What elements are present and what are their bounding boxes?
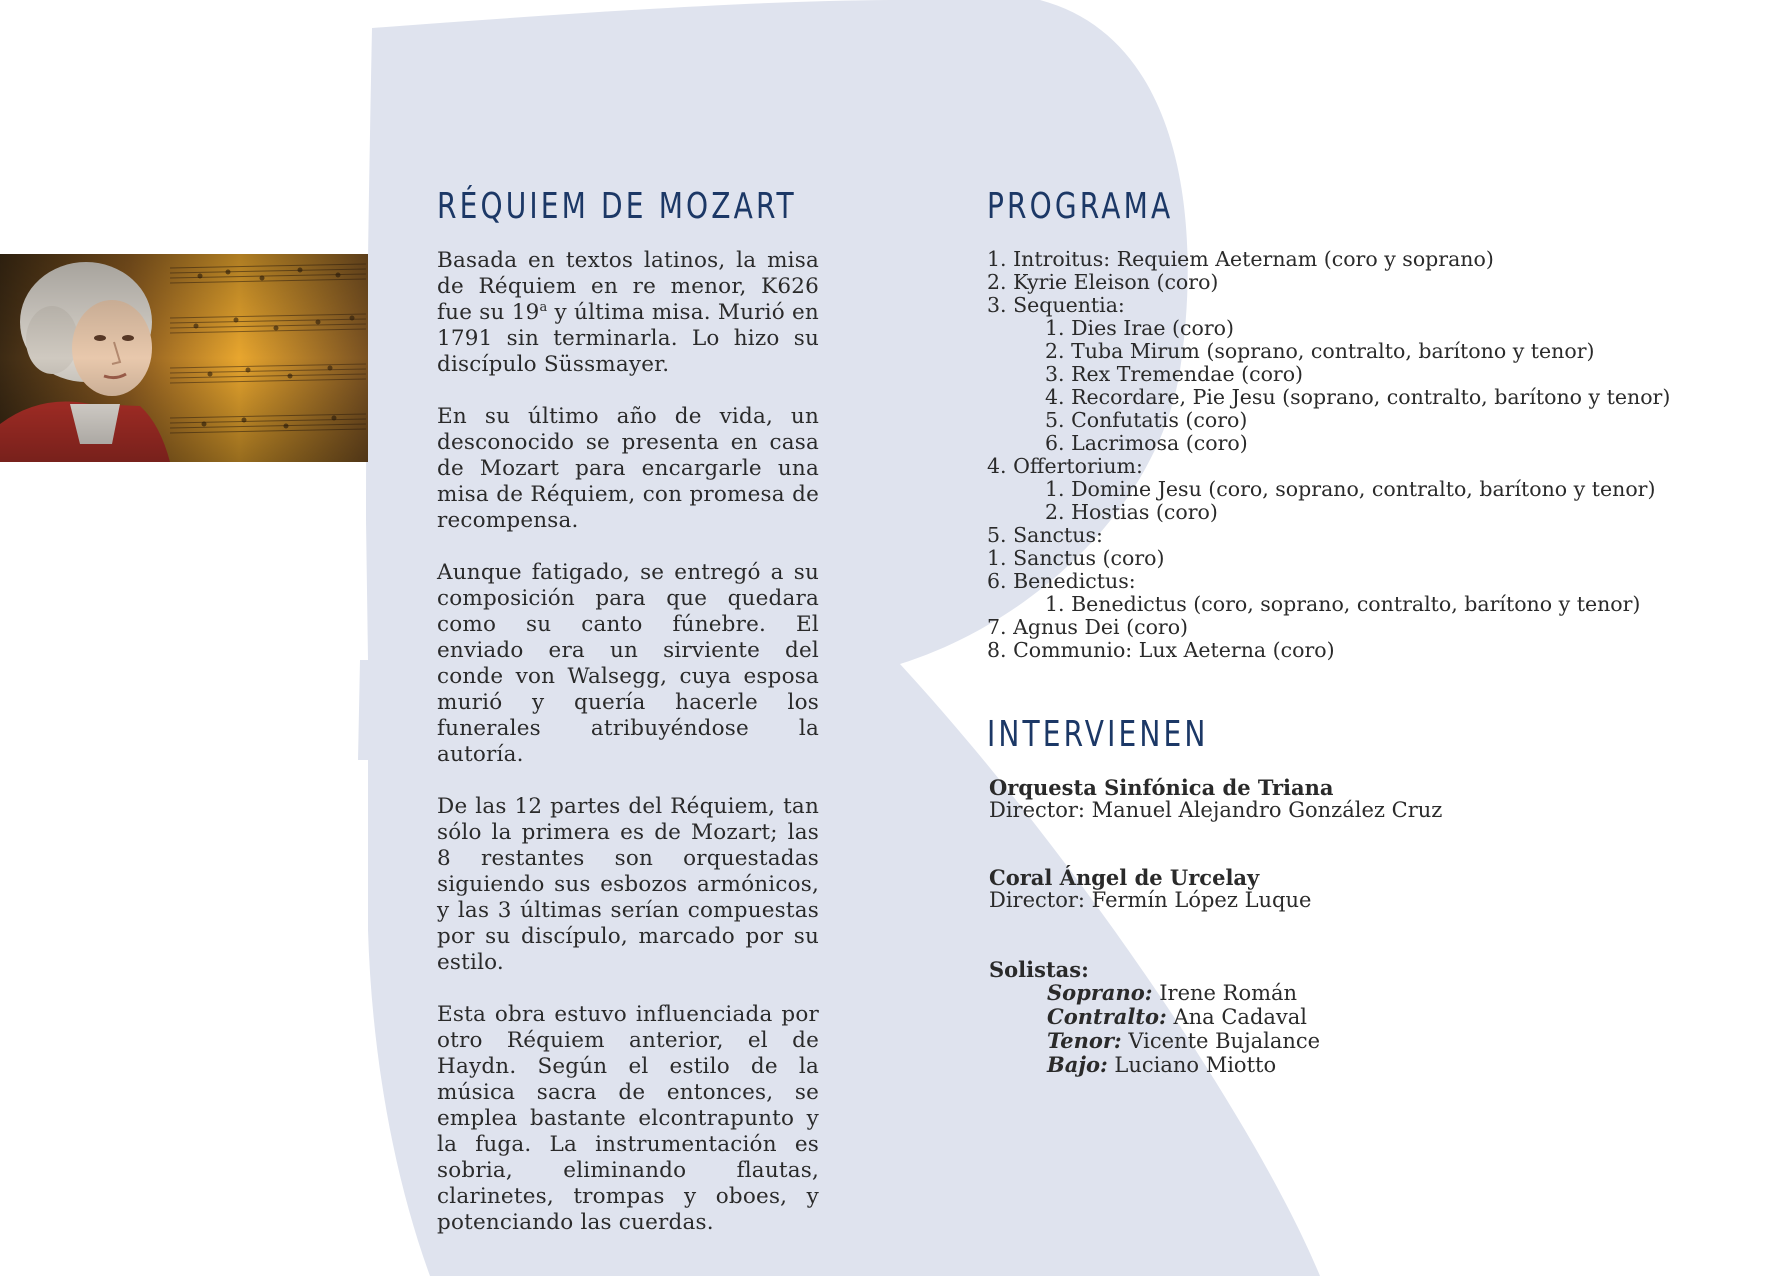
choir-director: Director: Fermín López Luque [989,888,1312,912]
program-item: 7. Agnus Dei (coro) [987,615,1189,639]
soloist-entry [989,1053,1589,1077]
choir-name: Coral Ángel de Urcelay [989,865,1260,890]
program-item: 6. Benedictus: [987,569,1136,593]
program-item: 2. Kyrie Eleison (coro) [987,270,1219,294]
program-subitem: 6. Lacrimosa (coro) [1045,431,1248,455]
orchestra-director: Director: Manuel Alejandro González Cruz [989,798,1443,822]
program-subitem: 1. Domine Jesu (coro, soprano, contralto, barítono y tenor) [1045,477,1656,501]
program-subitem: 1. Dies Irae (coro) [1045,316,1234,340]
description-paragraph: En su último año de vida, un desconocido se presenta en casa de Mozart para encargarle una misa de Réquiem, con promesa de recompensa. [437,404,819,533]
program-item: 4. Offertorium: [987,454,1143,478]
program-subitem: 4. Recordare, Pie Jesu (soprano, contralto, barítono y tenor) [1045,385,1671,409]
program-item: 1. Sanctus (coro) [987,546,1165,570]
description-paragraph: Esta obra estuvo influenciada por otro Réquiem anterior, el de Haydn. Según el estilo de la música sacra de entonces, se emplea bastante elcontrapunto y la fuga. La instrumentación es sobria, eliminando flautas, clarinetes, trompas y oboes, y potenciando las cuerdas. [437,1002,819,1235]
soloist-voice: Contralto: [1047,1004,1167,1029]
programa-heading: PROGRAMA [987,186,1174,227]
soloist-name: Vicente Bujalance [1121,1029,1321,1053]
program-subitem: 2. Hostias (coro) [1045,500,1218,524]
program-list [987,247,1671,662]
soloist-entry [989,1029,1589,1053]
soloist-name: Luciano Miotto [1107,1053,1277,1077]
soloists-label: Solistas: [989,957,1089,982]
program-item: 5. Sanctus: [987,523,1103,547]
soloist-voice: Bajo: [1047,1052,1108,1077]
requiem-description [437,248,819,1262]
choir-block [989,866,1589,912]
soloist-name: Irene Román [1152,981,1298,1005]
soloists-block [989,958,1589,1077]
soloist-name: Ana Cadaval [1166,1005,1308,1029]
program-item: 3. Sequentia: [987,293,1125,317]
program-item: 1. Introitus: Requiem Aeternam (coro y soprano) [987,247,1494,271]
description-paragraph: Basada en textos latinos, la misa de Réquiem en re menor, K626 fue su 19$^a$ y última misa. Murió en 1791 sin terminarla. Lo hizo su discípulo Süssmayer. [437,248,819,377]
description-paragraph: De las 12 partes del Réquiem, tan sólo la primera es de Mozart; las 8 restantes son orquestadas siguiendo sus esbozos armónicos, y las 3 últimas serían compuestas por su discípulo, marcado por su estilo. [437,794,819,975]
requiem-heading: RÉQUIEM DE MOZART [437,186,797,227]
orchestra-name: Orquesta Sinfónica de Triana [989,775,1334,800]
orchestra-block [989,776,1589,822]
description-paragraph: Aunque fatigado, se entregó a su composición para que quedara como su canto fúnebre. El enviado era un sirviente del conde von Walsegg, cuya esposa murió y quería hacerle los funerales atribuyéndose la autoría. [437,560,819,767]
intervienen-heading: INTERVIENEN [987,714,1209,755]
program-subitem: 3. Rex Tremendae (coro) [1045,362,1304,386]
soloist-voice: Tenor: [1047,1028,1122,1053]
soloist-voice: Soprano: [1047,980,1153,1005]
soloist-entry [989,1005,1589,1029]
soloist-entry [989,981,1589,1005]
mozart-portrait-image [0,254,368,462]
program-item: 8. Communio: Lux Aeterna (coro) [987,638,1335,662]
program-subitem: 5. Confutatis (coro) [1045,408,1248,432]
program-subitem: 1. Benedictus (coro, soprano, contralto, barítono y tenor) [1045,592,1641,616]
program-subitem: 2. Tuba Mirum (soprano, contralto, barítono y tenor) [1045,339,1595,363]
